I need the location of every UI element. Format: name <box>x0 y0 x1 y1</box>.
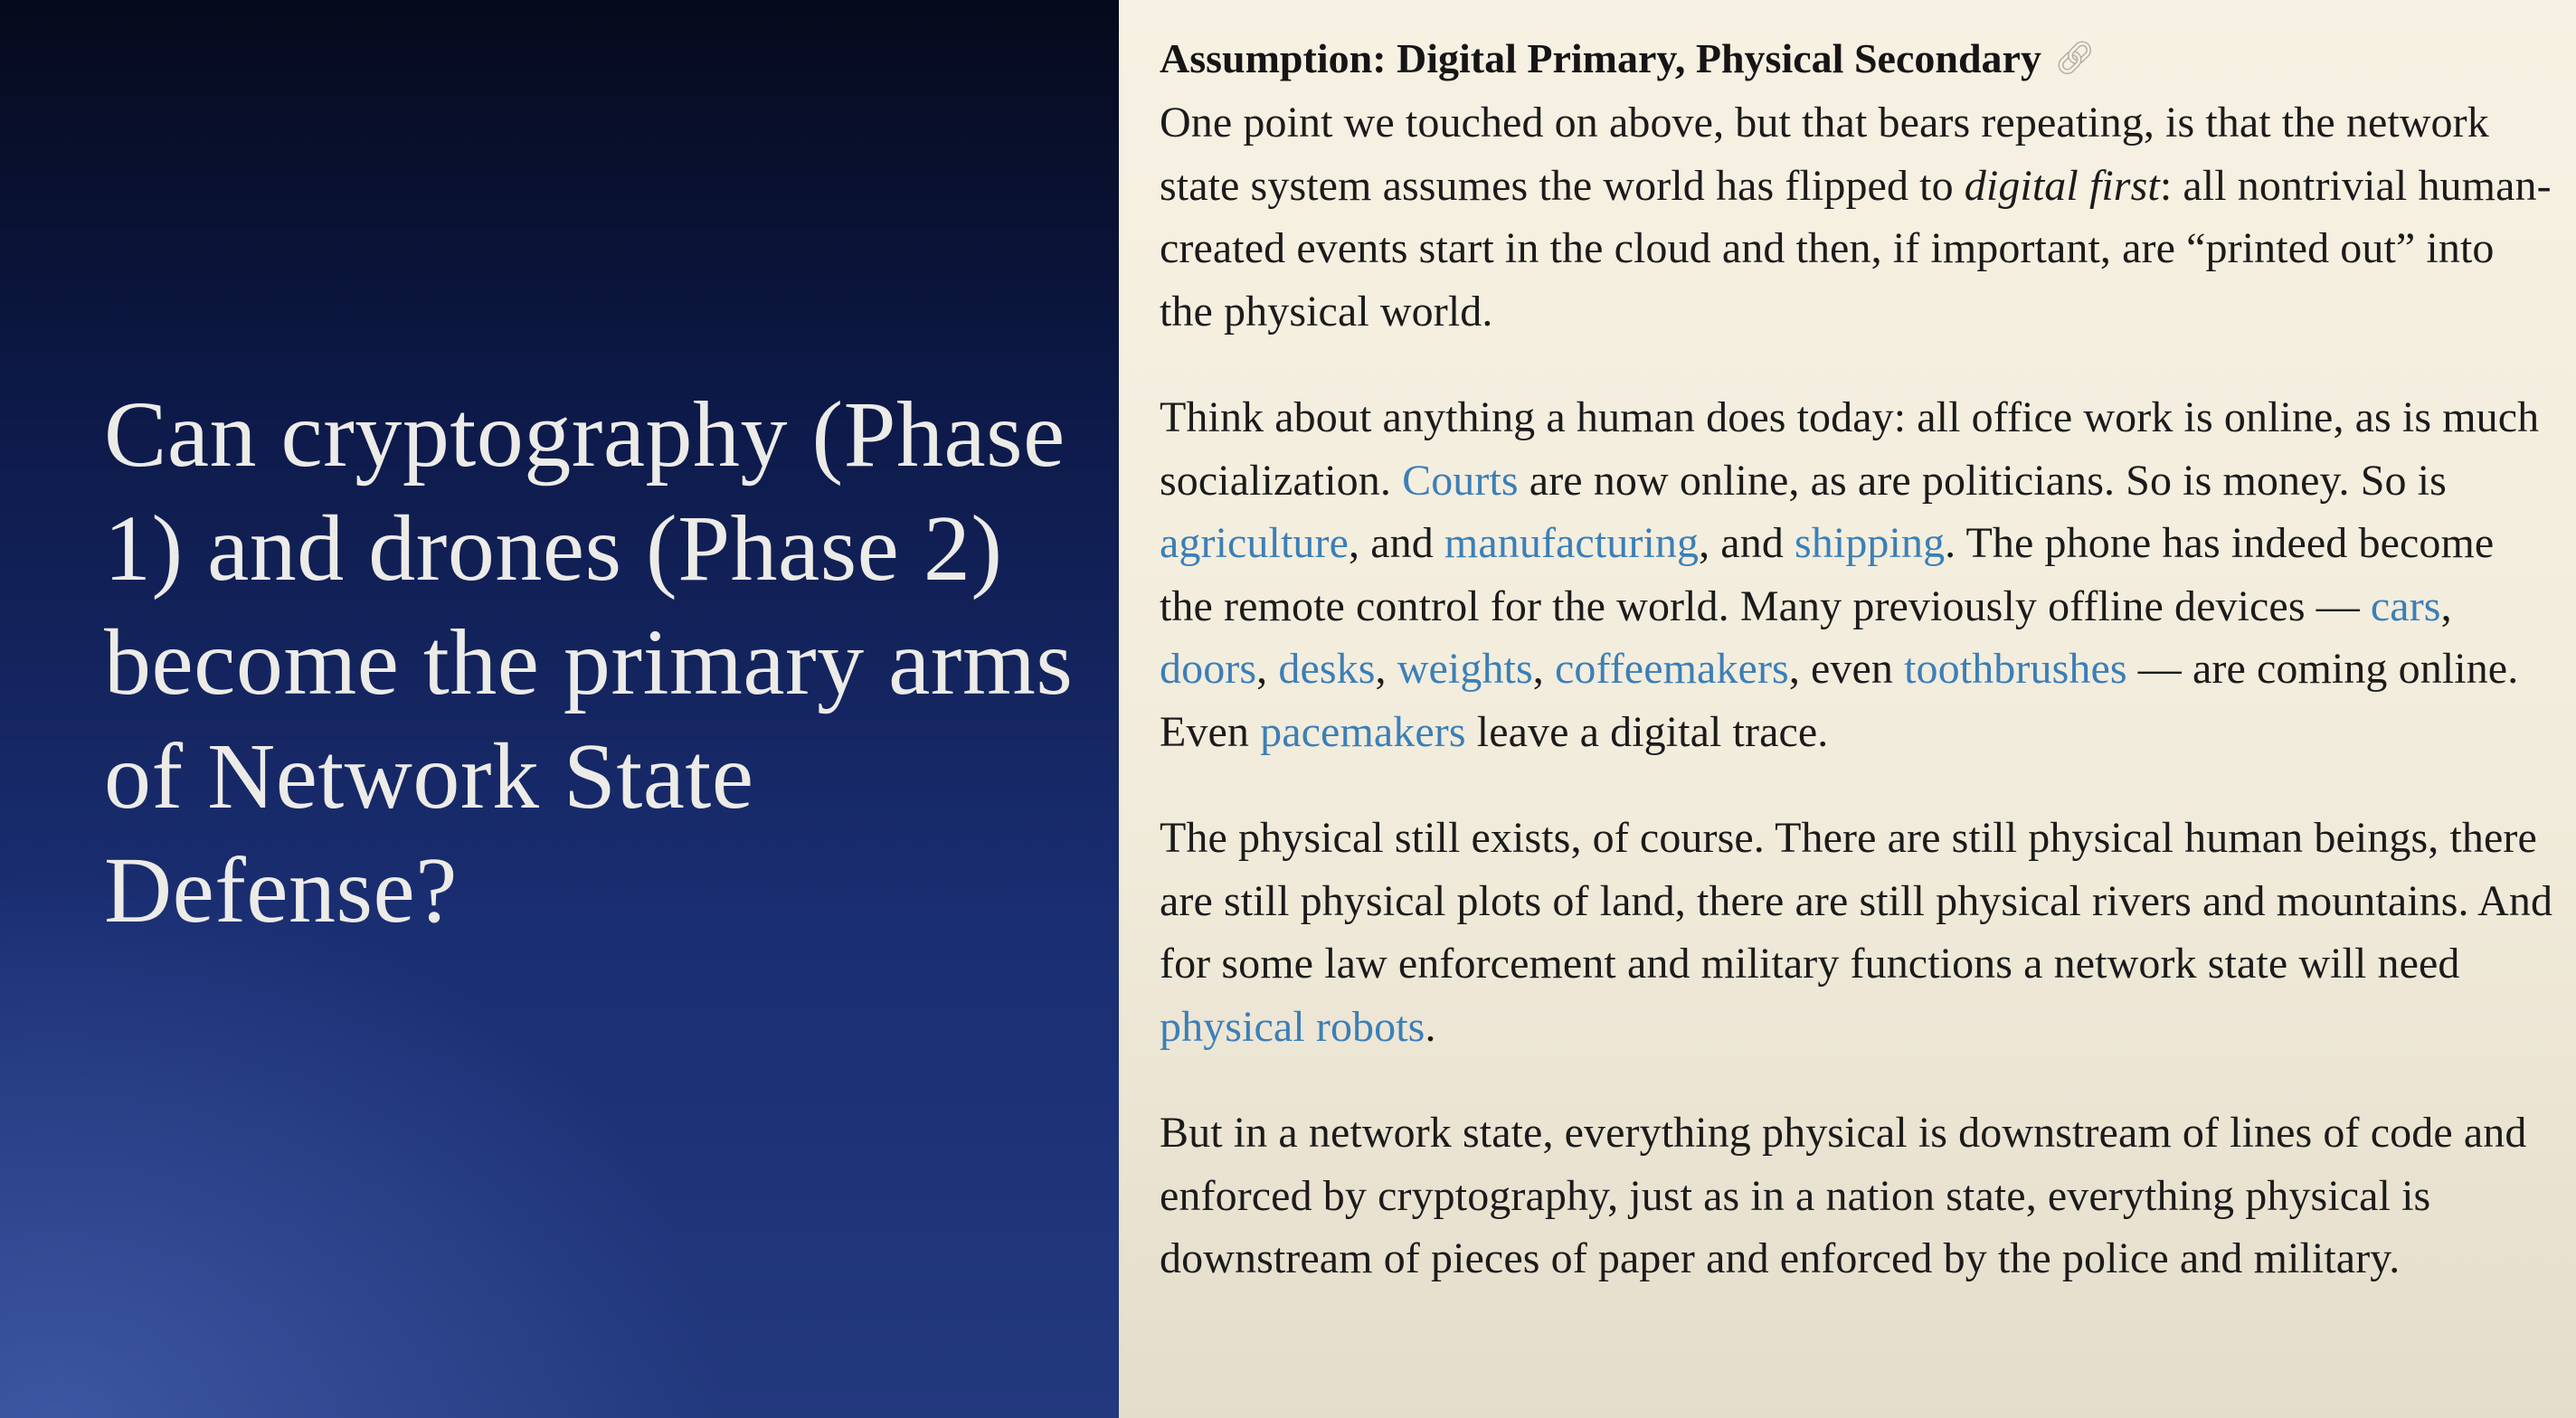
paragraph-physical-exists <box>1160 807 2557 1058</box>
paragraph-online-world <box>1160 386 2557 763</box>
link-pacemakers[interactable]: pacemakers <box>1260 707 1466 756</box>
paragraph-digital-first <box>1160 91 2557 343</box>
link-icon[interactable]: 🔗︎ <box>2053 40 2096 76</box>
paragraph-text: One point we touched on above, but that bears repeating, is that the network state system assumes the world has flipped to <box>1160 99 2489 210</box>
article-excerpt <box>1160 25 2557 1334</box>
link-coffeemakers[interactable]: coffeemakers <box>1554 645 1789 693</box>
paragraph-text: , even <box>1788 645 1905 693</box>
section-heading-text: Assumption: Digital Primary, Physical Secondary <box>1160 35 2041 81</box>
paragraph-text: leave a digital trace. <box>1465 707 1829 756</box>
link-weights[interactable]: weights <box>1397 645 1533 693</box>
question-panel <box>0 0 1119 1418</box>
paragraph-text: . The phone has indeed become the remote control for the world. Many previously offline devices — <box>1160 519 2495 630</box>
paragraph-text: But in a network state, everything physical is downstream of lines of code and enforced by cryptography, just as in a nation state, everything physical is downstream of pieces of paper and enforced by the police and military. <box>1160 1109 2527 1282</box>
link-physical-robots[interactable]: physical robots <box>1160 1002 1425 1051</box>
link-manufacturing[interactable]: manufacturing <box>1444 519 1700 567</box>
link-toothbrushes[interactable]: toothbrushes <box>1904 645 2127 693</box>
link-desks[interactable]: desks <box>1278 645 1376 693</box>
article-panel <box>1119 0 2576 1418</box>
paragraph-text: Think about anything a human does today: all office work is online, as is much socialization. <box>1160 393 2540 505</box>
link-courts[interactable]: Courts <box>1402 456 1519 505</box>
paragraph-text: — are coming online. Even <box>1160 645 2519 756</box>
paragraph-text: , <box>1532 645 1555 693</box>
paragraph-text: , <box>2440 581 2452 630</box>
paragraph-text: , and <box>1699 519 1795 567</box>
paragraph-text: The physical still exists, of course. There are still physical human beings, there are still physical plots of land, there are still physical rivers and mountains. And for some law enforcement and military functions a network state will need <box>1160 814 2553 988</box>
slide-question: Can cryptography (Phase 1) and drones (Phase 2) become the primary arms of Network State Defense? <box>104 383 1074 942</box>
paragraph-text: are now online, as are politicians. So is money. So is <box>1518 456 2447 505</box>
paragraph-text: , <box>1375 645 1397 693</box>
paragraph-text: , <box>1256 645 1279 693</box>
paragraph-text: . <box>1425 1002 1436 1051</box>
link-shipping[interactable]: shipping <box>1795 519 1946 567</box>
paragraph-downstream-of-code <box>1160 1101 2557 1290</box>
emphasis-digital-first: digital first <box>1964 161 2160 210</box>
link-doors[interactable]: doors <box>1160 645 1257 693</box>
section-heading <box>1160 25 2557 91</box>
link-agriculture[interactable]: agriculture <box>1160 519 1349 567</box>
paragraph-text: : all nontrivial human-created events start in the cloud and then, if important, are “printed out” into the physical world. <box>1160 161 2552 336</box>
paragraph-text: , and <box>1349 519 1444 567</box>
link-cars[interactable]: cars <box>2370 581 2441 630</box>
